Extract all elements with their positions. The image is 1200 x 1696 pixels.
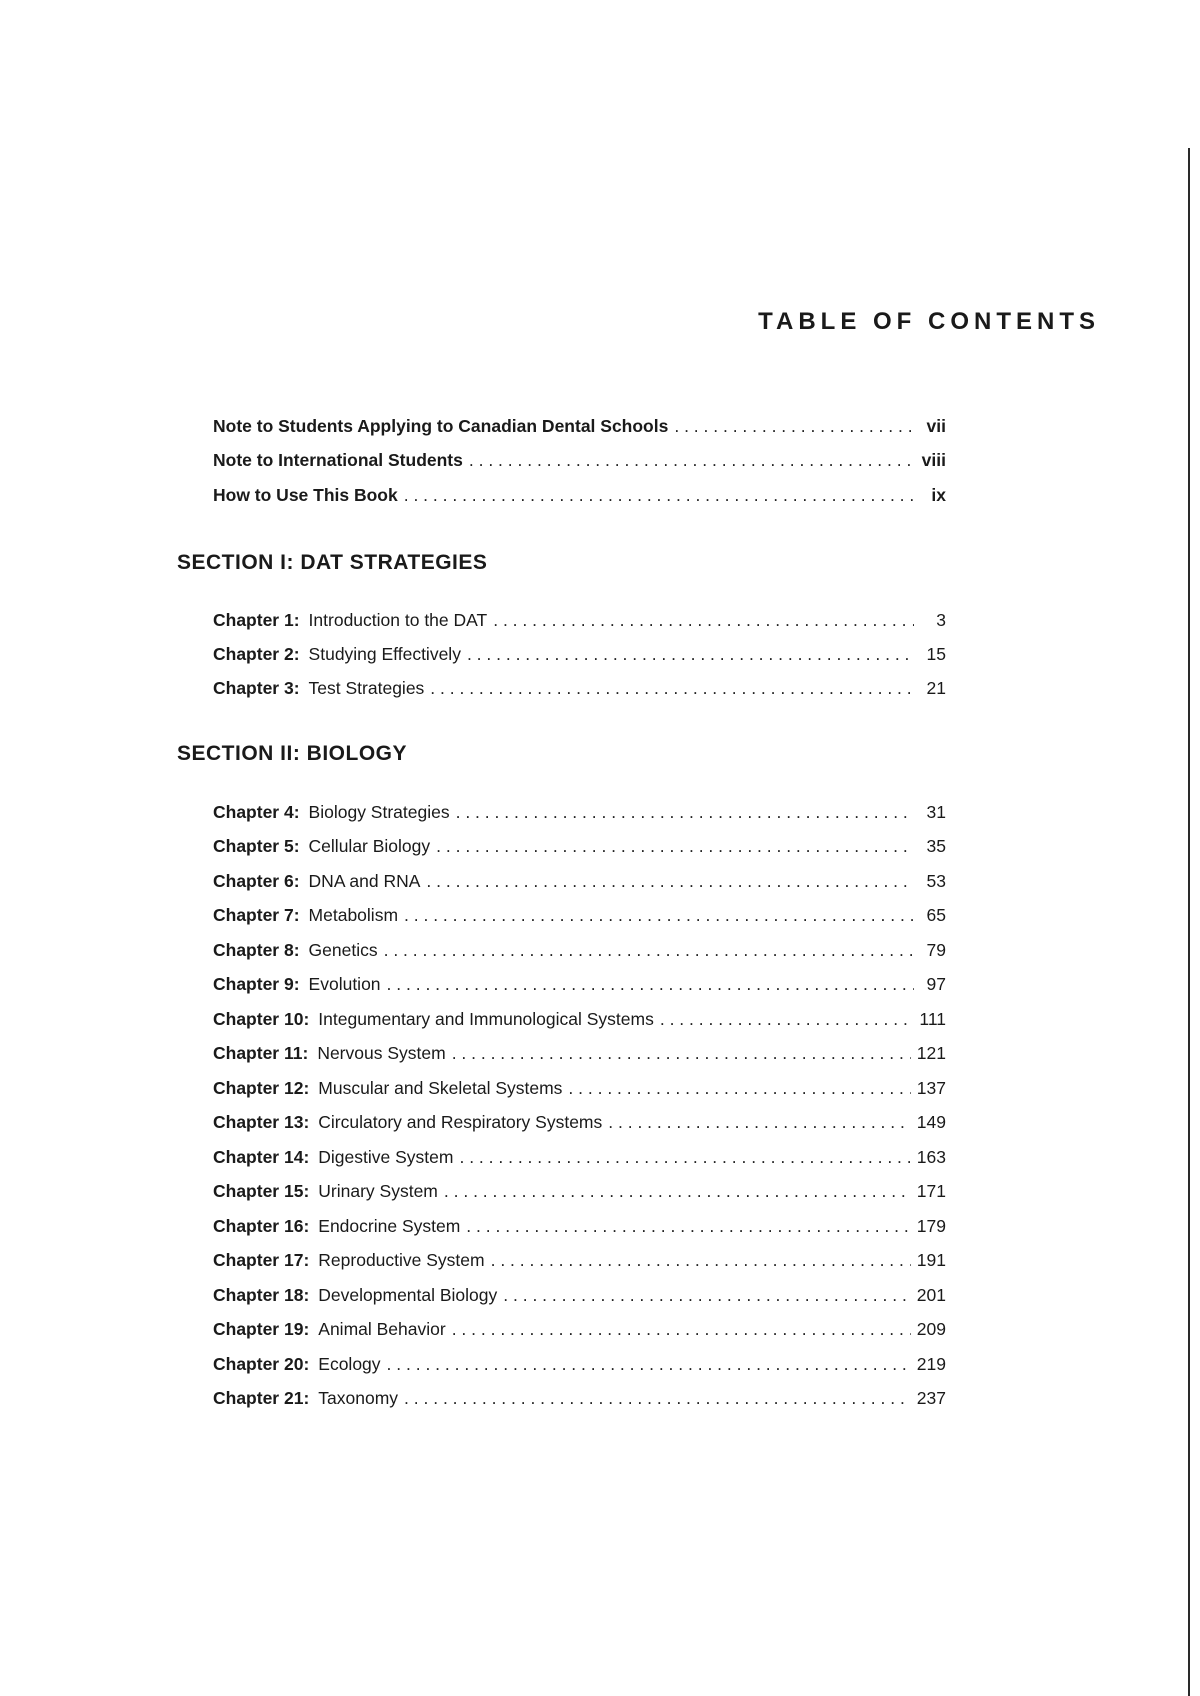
toc-entry-chapter[interactable] xyxy=(213,973,946,995)
chapter-label: Chapter 12: xyxy=(213,1078,310,1098)
toc-entry-chapter[interactable] xyxy=(213,609,946,631)
dot-leader xyxy=(384,939,914,961)
chapter-title: Ecology xyxy=(318,1354,381,1374)
chapter-label: Chapter 4: xyxy=(213,802,300,822)
chapter-label: Chapter 18: xyxy=(213,1285,310,1305)
chapter-label: Chapter 7: xyxy=(213,905,300,925)
dot-leader xyxy=(387,973,914,995)
chapter-label: Chapter 10: xyxy=(213,1009,310,1029)
toc-entry-front-matter[interactable] xyxy=(213,484,946,506)
toc-entry-chapter[interactable] xyxy=(213,1249,946,1271)
dot-leader xyxy=(444,1180,911,1202)
dot-leader xyxy=(404,904,914,926)
entry-title: How to Use This Book xyxy=(213,485,398,505)
dot-leader xyxy=(568,1077,910,1099)
dot-leader xyxy=(426,870,914,892)
chapter-title: Studying Effectively xyxy=(308,644,461,664)
chapter-label: Chapter 8: xyxy=(213,940,300,960)
chapter-page: 21 xyxy=(926,678,946,698)
section-heading: SECTION I: DAT STRATEGIES xyxy=(177,551,488,574)
chapter-label: Chapter 1: xyxy=(213,610,300,630)
dot-leader xyxy=(430,677,914,699)
toc-entry-chapter[interactable] xyxy=(213,939,946,961)
dot-leader xyxy=(459,1146,910,1168)
chapter-title: Endocrine System xyxy=(318,1216,461,1236)
dot-leader xyxy=(674,415,914,437)
toc-entry-front-matter[interactable] xyxy=(213,415,946,437)
chapter-title: Evolution xyxy=(308,974,381,994)
chapter-page: 35 xyxy=(926,836,946,856)
chapter-label: Chapter 16: xyxy=(213,1216,310,1236)
chapter-label: Chapter 20: xyxy=(213,1354,310,1374)
dot-leader xyxy=(467,643,914,665)
chapter-title: Reproductive System xyxy=(318,1250,485,1270)
chapter-label: Chapter 21: xyxy=(213,1388,310,1408)
chapter-title: Biology Strategies xyxy=(308,802,450,822)
dot-leader xyxy=(436,835,914,857)
chapter-page: 179 xyxy=(916,1216,946,1236)
page-title: TABLE OF CONTENTS xyxy=(758,308,1100,335)
chapter-title: Animal Behavior xyxy=(318,1319,446,1339)
entry-page: vii xyxy=(926,416,946,436)
chapter-page: 209 xyxy=(916,1319,946,1339)
chapter-title: Test Strategies xyxy=(308,678,425,698)
toc-entry-chapter[interactable] xyxy=(213,1042,946,1064)
entry-page: viii xyxy=(921,450,946,470)
toc-entry-chapter[interactable] xyxy=(213,904,946,926)
chapter-page: 31 xyxy=(926,802,946,822)
chapter-title: Introduction to the DAT xyxy=(308,610,488,630)
dot-leader xyxy=(456,801,914,823)
chapter-page: 237 xyxy=(916,1388,946,1408)
entry-page: ix xyxy=(931,485,946,505)
dot-leader xyxy=(404,1387,911,1409)
dot-leader xyxy=(660,1008,914,1030)
toc-entry-chapter[interactable] xyxy=(213,1284,946,1306)
chapter-title: Developmental Biology xyxy=(318,1285,498,1305)
chapter-label: Chapter 2: xyxy=(213,644,300,664)
toc-entry-chapter[interactable] xyxy=(213,1387,946,1409)
chapter-page: 121 xyxy=(916,1043,946,1063)
toc-entry-chapter[interactable] xyxy=(213,801,946,823)
dot-leader xyxy=(503,1284,911,1306)
chapter-title: Urinary System xyxy=(318,1181,438,1201)
toc-entry-chapter[interactable] xyxy=(213,1353,946,1375)
dot-leader xyxy=(491,1249,911,1271)
chapter-title: Genetics xyxy=(308,940,378,960)
chapter-page: 15 xyxy=(926,644,946,664)
chapter-label: Chapter 5: xyxy=(213,836,300,856)
dot-leader xyxy=(452,1318,911,1340)
chapter-title: Metabolism xyxy=(308,905,399,925)
dot-leader xyxy=(387,1353,911,1375)
dot-leader xyxy=(466,1215,911,1237)
section-heading: SECTION II: BIOLOGY xyxy=(177,742,408,765)
chapter-label: Chapter 11: xyxy=(213,1043,309,1063)
chapter-label: Chapter 3: xyxy=(213,678,300,698)
chapter-label: Chapter 6: xyxy=(213,871,300,891)
dot-leader xyxy=(608,1111,911,1133)
chapter-page: 79 xyxy=(926,940,946,960)
toc-entry-chapter[interactable] xyxy=(213,643,946,665)
chapter-label: Chapter 17: xyxy=(213,1250,310,1270)
chapter-title: Cellular Biology xyxy=(308,836,431,856)
chapter-page: 65 xyxy=(926,905,946,925)
chapter-title: Circulatory and Respiratory Systems xyxy=(318,1112,603,1132)
chapter-page: 111 xyxy=(919,1009,946,1029)
chapter-title: Digestive System xyxy=(318,1147,454,1167)
chapter-page: 97 xyxy=(926,974,946,994)
chapter-title: Integumentary and Immunological Systems xyxy=(318,1009,654,1029)
toc-entry-chapter[interactable] xyxy=(213,1180,946,1202)
chapter-label: Chapter 9: xyxy=(213,974,300,994)
toc-entry-chapter[interactable] xyxy=(213,870,946,892)
chapter-page: 201 xyxy=(916,1285,946,1305)
toc-entry-chapter[interactable] xyxy=(213,677,946,699)
entry-title: Note to International Students xyxy=(213,450,463,470)
toc-entry-chapter[interactable] xyxy=(213,1008,946,1030)
entry-title: Note to Students Applying to Canadian Dental Schools xyxy=(213,416,669,436)
chapter-page: 171 xyxy=(916,1181,946,1201)
chapter-title: Taxonomy xyxy=(318,1388,399,1408)
toc-entry-chapter[interactable] xyxy=(213,1077,946,1099)
dot-leader xyxy=(404,484,914,506)
toc-entry-chapter[interactable] xyxy=(213,1215,946,1237)
chapter-label: Chapter 15: xyxy=(213,1181,310,1201)
chapter-page: 191 xyxy=(916,1250,946,1270)
chapter-page: 219 xyxy=(916,1354,946,1374)
chapter-title: Muscular and Skeletal Systems xyxy=(318,1078,563,1098)
toc-entry-chapter[interactable] xyxy=(213,1111,946,1133)
dot-leader xyxy=(493,609,914,631)
chapter-label: Chapter 19: xyxy=(213,1319,310,1339)
chapter-page: 137 xyxy=(916,1078,946,1098)
toc-entry-chapter[interactable] xyxy=(213,1318,946,1340)
chapter-page: 53 xyxy=(926,871,946,891)
chapter-label: Chapter 14: xyxy=(213,1147,310,1167)
toc-entry-chapter[interactable] xyxy=(213,1146,946,1168)
toc-entry-front-matter[interactable] xyxy=(213,449,946,471)
chapter-page: 149 xyxy=(916,1112,946,1132)
dot-leader xyxy=(452,1042,911,1064)
toc-entry-chapter[interactable] xyxy=(213,835,946,857)
dot-leader xyxy=(469,449,914,471)
chapter-page: 3 xyxy=(936,610,946,630)
chapter-page: 163 xyxy=(916,1147,946,1167)
chapter-title: DNA and RNA xyxy=(308,871,421,891)
chapter-title: Nervous System xyxy=(317,1043,446,1063)
chapter-label: Chapter 13: xyxy=(213,1112,310,1132)
